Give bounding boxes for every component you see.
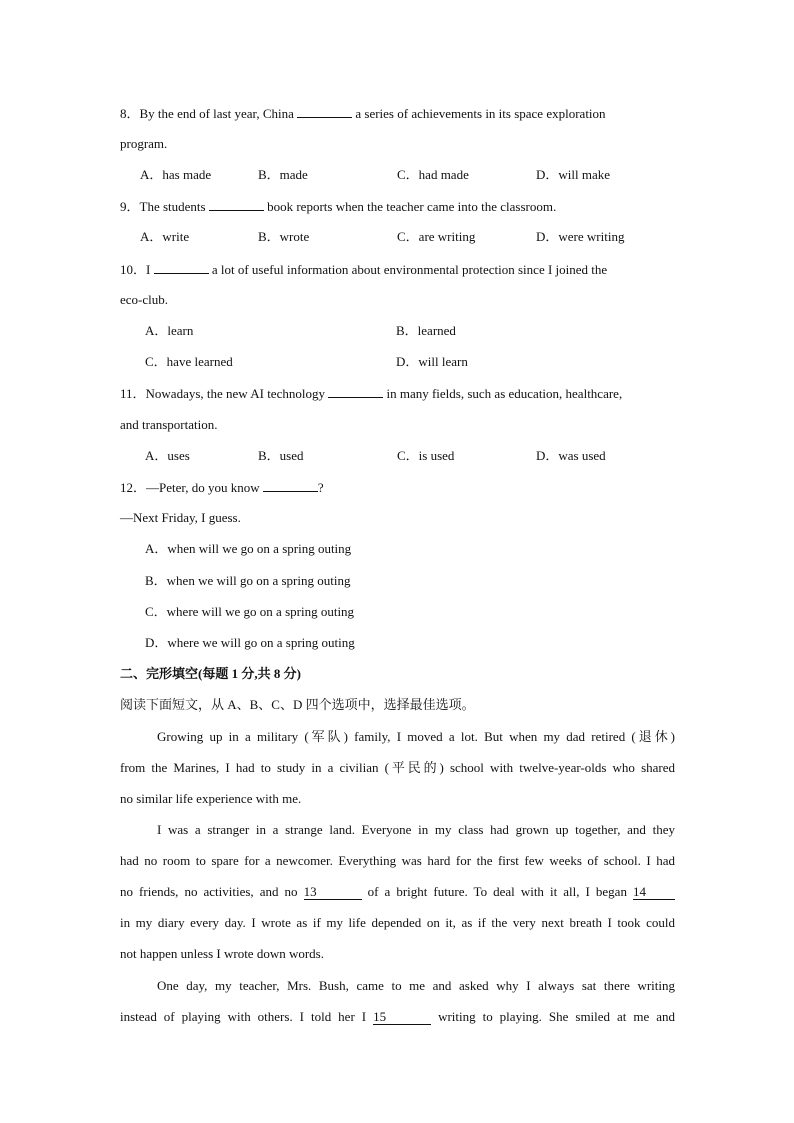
- question-8-stem-b: a series of achievements in its space exploration: [355, 106, 606, 121]
- question-12: 12．—Peter, do you know ?: [120, 480, 324, 495]
- passage-line: Growing up in a military (军队) family, I moved a lot. But when my dad retired (退休): [157, 729, 675, 744]
- question-8-stem-c: program.: [120, 136, 168, 151]
- passage-line: not happen unless I wrote down words.: [120, 946, 324, 961]
- option-a: A．learn: [145, 323, 194, 338]
- passage-line: from the Marines, I had to study in a civilian (平民的) school with twelve-year-olds who shared: [120, 760, 675, 775]
- passage-line: no similar life experience with me.: [120, 791, 302, 806]
- section-instruction: 阅读下面短文，从 A、B、C、D 四个选项中，选择最佳选项。: [120, 697, 475, 712]
- question-8: 8．By the end of last year, China a series of achievements in its space exploration: [120, 106, 606, 121]
- question-11-stem-b: in many fields, such as education, healthcare,: [386, 386, 623, 401]
- option-d: D．was used: [536, 448, 606, 463]
- option-b: B．learned: [396, 323, 456, 338]
- passage-line: One day, my teacher, Mrs. Bush, came to me and asked why I always sat there writing: [157, 978, 675, 993]
- passage-line: instead of playing with others. I told her I 15 writing to playing. She smiled at me and: [120, 1009, 676, 1024]
- option-c: C．is used: [397, 448, 455, 463]
- cloze-blank-14: 14: [633, 885, 675, 900]
- option-d: D．where we will go on a spring outing: [145, 635, 355, 650]
- passage-line: I was a stranger in a strange land. Everyone in my class had grown up together, and they: [157, 822, 675, 837]
- question-10-stem-a: I: [146, 262, 151, 277]
- cloze-blank-13: 13: [304, 885, 362, 900]
- question-9-stem-a: The students: [139, 199, 206, 214]
- answer-blank: [209, 198, 264, 211]
- question-9: 9．The students book reports when the teacher came into the classroom.: [120, 199, 557, 214]
- option-a: A．uses: [145, 448, 190, 463]
- question-12-stem-b: ?: [317, 480, 324, 495]
- option-b: B．made: [258, 167, 308, 182]
- passage-paragraph-2: [120, 814, 675, 969]
- option-a: A．has made: [140, 167, 212, 182]
- passage-paragraph-3: [120, 970, 675, 1032]
- question-10: 10．I a lot of useful information about environmental protection since I joined the: [120, 262, 608, 277]
- passage-line: no friends, no activities, and no 13 of a bright future. To deal with it all, I began 14: [120, 876, 675, 907]
- section-heading: 二、完形填空(每题 1 分,共 8 分): [120, 666, 301, 681]
- option-d: D．were writing: [536, 229, 625, 244]
- option-c: C．where will we go on a spring outing: [145, 604, 355, 619]
- passage-line: in my diary every day. I wrote as if my life depended on it, as if the very next breath I took could: [120, 915, 675, 930]
- question-10-stem-b: a lot of useful information about environmental protection since I joined the: [211, 262, 608, 277]
- option-b: B．wrote: [258, 229, 310, 244]
- question-10-stem-c: eco-club.: [120, 292, 169, 307]
- option-c: C．are writing: [397, 229, 476, 244]
- passage-paragraph-1: [120, 721, 675, 814]
- question-11-stem-c: and transportation.: [120, 417, 218, 432]
- option-a: A．write: [140, 229, 190, 244]
- option-b: B．when we will go on a spring outing: [145, 573, 351, 588]
- passage-line: had no room to spare for a newcomer. Everything was hard for the first few weeks of school. I had: [120, 853, 675, 868]
- question-12-stem-a: —Peter, do you know: [146, 480, 260, 495]
- option-b: B．used: [258, 448, 304, 463]
- option-a: A．when will we go on a spring outing: [145, 541, 352, 556]
- answer-blank: [154, 261, 209, 274]
- answer-blank: [263, 479, 318, 492]
- question-8-stem-a: By the end of last year, China: [139, 106, 294, 121]
- option-d: D．will make: [536, 167, 611, 182]
- answer-blank: [328, 385, 383, 398]
- option-c: C．had made: [397, 167, 469, 182]
- option-d: D．will learn: [396, 354, 468, 369]
- cloze-blank-15: 15: [373, 1010, 431, 1025]
- answer-blank: [297, 105, 352, 118]
- question-11-stem-a: Nowadays, the new AI technology: [145, 386, 325, 401]
- question-12-reply: —Next Friday, I guess.: [120, 510, 241, 525]
- question-11: 11．Nowadays, the new AI technology in many fields, such as education, healthcare,: [120, 386, 623, 401]
- option-c: C．have learned: [145, 354, 233, 369]
- question-9-stem-b: book reports when the teacher came into the classroom.: [267, 199, 557, 214]
